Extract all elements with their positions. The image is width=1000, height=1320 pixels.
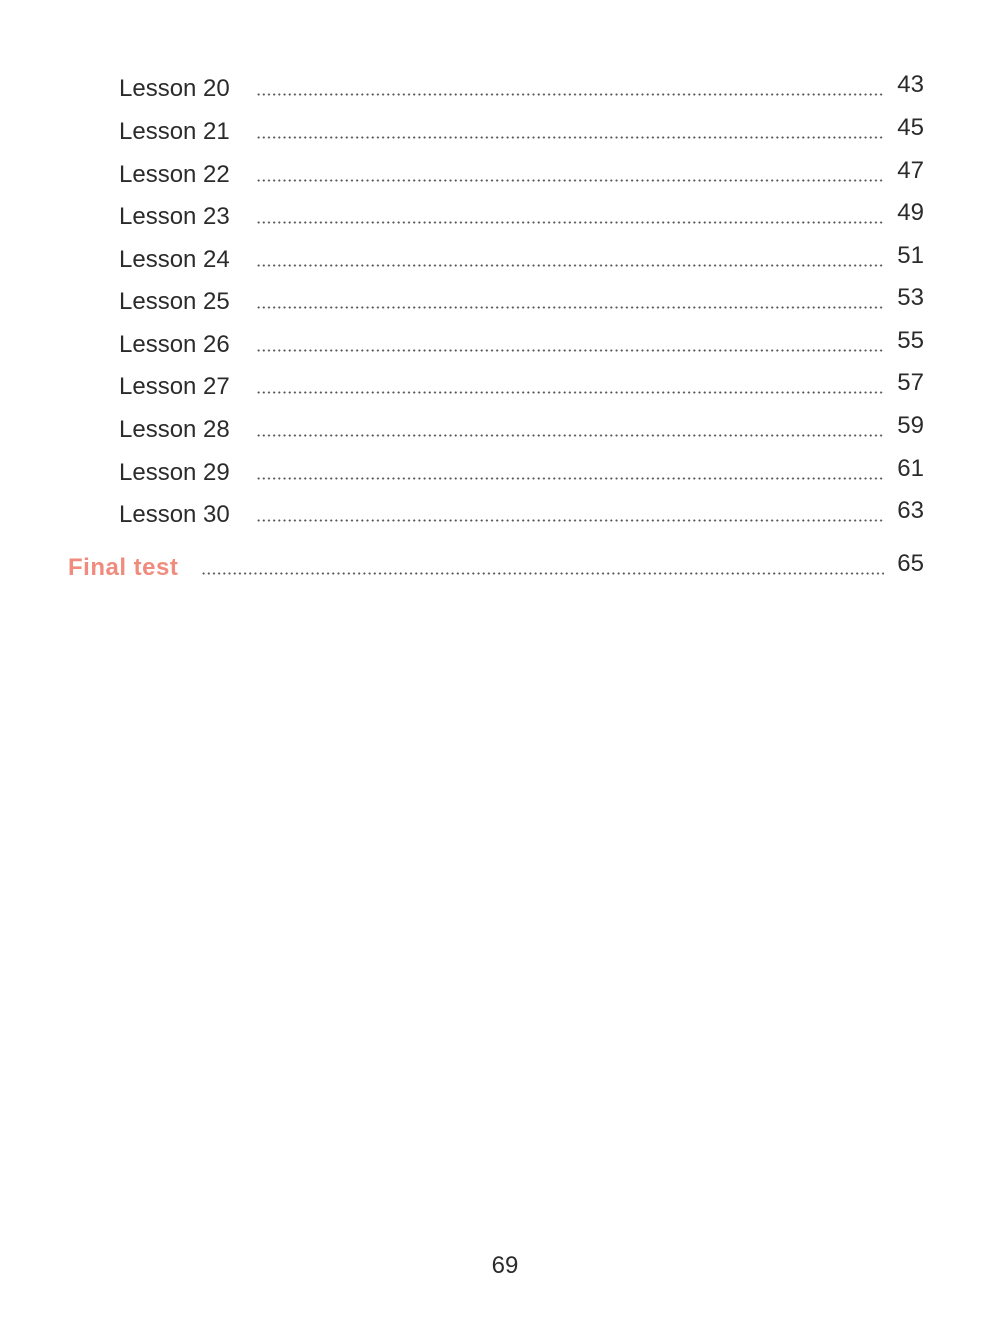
toc-entry-page: 57 [897,369,924,396]
toc-entry-label: Lesson 20 [119,75,230,102]
dot-leader [201,572,884,575]
toc-entry-label: Lesson 25 [119,288,230,315]
dot-leader [256,434,884,437]
toc-entry-label: Lesson 27 [119,373,230,400]
toc-entry-page: 61 [897,455,924,482]
toc-entry-page: 59 [897,412,924,439]
toc-entry-label: Lesson 29 [119,459,230,486]
toc-entry-lesson-30[interactable] [0,497,1000,533]
toc-entry-label: Lesson 28 [119,416,230,443]
dot-leader [256,477,884,480]
toc-entry-page: 49 [897,199,924,226]
toc-entry-label: Lesson 26 [119,331,230,358]
toc-entry-label: Final test [68,554,179,581]
dot-leader [256,93,884,96]
toc-entry-lesson-20[interactable] [0,71,1000,107]
page-number: 69 [491,1252,519,1279]
dot-leader [256,391,884,394]
dot-leader [256,221,884,224]
toc-entry-lesson-29[interactable] [0,455,1000,491]
toc-entry-lesson-28[interactable] [0,412,1000,448]
dot-leader [256,306,884,309]
toc-entry-lesson-27[interactable] [0,369,1000,405]
toc-entry-lesson-25[interactable] [0,284,1000,320]
toc-entry-lesson-24[interactable] [0,242,1000,278]
toc-entry-label: Lesson 30 [119,501,230,528]
toc-entry-page: 53 [897,284,924,311]
toc-entry-page: 51 [897,242,924,269]
toc-entry-lesson-26[interactable] [0,327,1000,363]
toc-entry-page: 45 [897,114,924,141]
toc-entry-page: 47 [897,157,924,184]
toc-entry-lesson-21[interactable] [0,114,1000,150]
toc-entry-label: Lesson 23 [119,203,230,230]
toc-entry-label: Lesson 21 [119,118,230,145]
toc-entry-page: 65 [897,550,924,577]
toc-entry-final-test[interactable] [0,550,1000,586]
toc-entry-lesson-22[interactable] [0,157,1000,193]
toc-entry-label: Lesson 22 [119,161,230,188]
toc-entry-page: 43 [897,71,924,98]
dot-leader [256,136,884,139]
dot-leader [256,349,884,352]
dot-leader [256,179,884,182]
toc-entry-lesson-23[interactable] [0,199,1000,235]
dot-leader [256,519,884,522]
toc-entry-page: 63 [897,497,924,524]
toc-entry-page: 55 [897,327,924,354]
toc-entry-label: Lesson 24 [119,246,230,273]
dot-leader [256,264,884,267]
